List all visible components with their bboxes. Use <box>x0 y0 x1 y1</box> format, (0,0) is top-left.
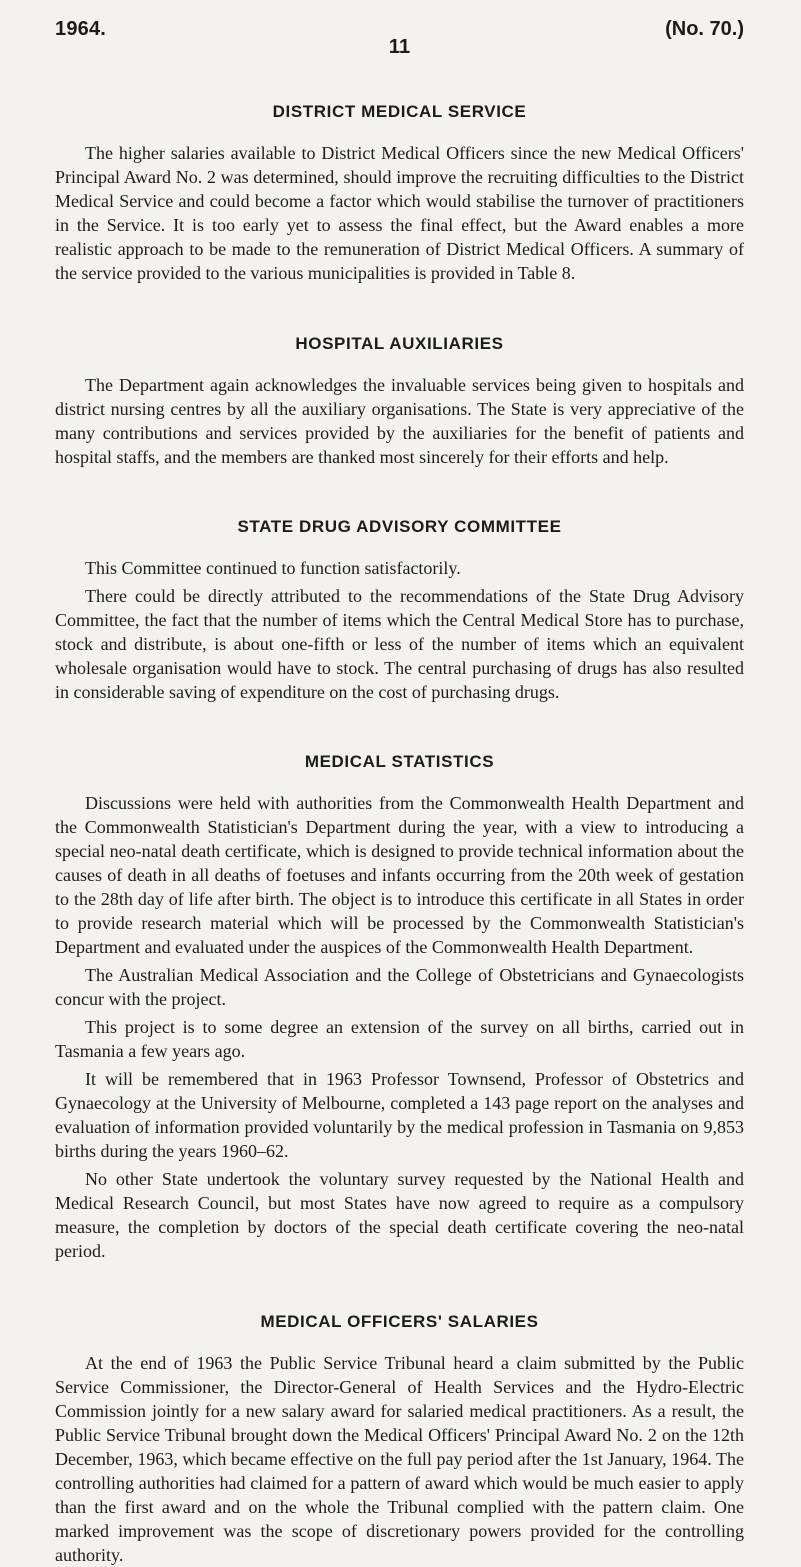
section-title-hospital-auxiliaries: HOSPITAL AUXILIARIES <box>295 334 504 353</box>
header-year: 1964. <box>55 18 107 40</box>
section-body-state-drug-advisory-committee <box>55 556 744 704</box>
header-number: (No. 70.) <box>665 18 744 40</box>
paragraph: This Committee continued to function satisfactorily. <box>85 558 461 578</box>
section-title-medical-officers-salaries: MEDICAL OFFICERS' SALARIES <box>260 1312 539 1331</box>
section-title-district-medical-service: DISTRICT MEDICAL SERVICE <box>272 102 527 121</box>
paragraph: There could be directly attributed to the recommendations of the State Drug Advisory Committee, the fact that the number of items which the Central Medical Store has to purchase, stock and distribute, is about one-fifth or less of the number of items which an equivalent wholesale organisation would have to stock. The central purchasing of drugs has also resulted in considerable saving of expenditure on the cost of purchasing drugs. <box>55 586 744 702</box>
paragraph: The Department again acknowledges the invaluable services being given to hospitals and district nursing centres by all the auxiliary organisations. The State is very appreciative of the many contributions and services provided by the auxiliaries for the benefit of patients and hospital staffs, and the members are thanked most sincerely for their efforts and help. <box>55 375 744 467</box>
paragraph: Discussions were held with authorities from the Commonwealth Health Department and the Commonwealth Statistician's Department during the year, with a view to introducing a special neo-natal death certificate, which is designed to provide technical information about the causes of death in all deaths of foetuses and infants occurring from the 20th week of gestation to the 28th day of life after birth. The object is to introduce this certificate in all States in order to provide research material which will be processed by the Commonwealth Statistician's Department and evaluated under the auspices of the Commonwealth Health Department. <box>55 793 744 957</box>
paragraph: The Australian Medical Association and the College of Obstetricians and Gynaecologists concur with the project. <box>55 965 744 1009</box>
page-header <box>55 0 744 56</box>
page-number: 11 <box>388 36 411 58</box>
section-body-medical-officers-salaries <box>55 1351 744 1567</box>
paragraph: At the end of 1963 the Public Service Tribunal heard a claim submitted by the Public Service Commissioner, the Director-General of Health Services and the Hydro-Electric Commission jointly for a new salary award for salaried medical practitioners. As a result, the Public Service Tribunal brought down the Medical Officers' Principal Award No. 2 on the 12th December, 1963, which became effective on the full pay period after the 1st January, 1964. The controlling authorities had claimed for a pattern of award which would be much easier to apply than the first award and on the whole the Tribunal complied with the pattern claim. One marked improvement was the scope of discretionary powers provided for the controlling authority. <box>55 1353 744 1565</box>
paragraph: No other State undertook the voluntary survey requested by the National Health and Medical Research Council, but most States have now agreed to require as a compulsory measure, the completion by doctors of the special death certificate covering the neo-natal period. <box>55 1169 744 1261</box>
paragraph: This project is to some degree an extension of the survey on all births, carried out in Tasmania a few years ago. <box>55 1017 744 1061</box>
paragraph: It will be remembered that in 1963 Professor Townsend, Professor of Obstetrics and Gynaecology at the University of Melbourne, completed a 143 page report on the analyses and evaluation of information provided voluntarily by the medical profession in Tasmania on 9,853 births during the years 1960–62. <box>55 1069 744 1161</box>
paragraph: The higher salaries available to District Medical Officers since the new Medical Officers' Principal Award No. 2 was determined, should improve the recruiting difficulties to the District Medical Service and could become a factor which would stabilise the turnover of practitioners in the Service. It is too early yet to assess the final effect, but the Award enables a more realistic approach to be made to the remuneration of District Medical Officers. A summary of the service provided to the various municipalities is provided in Table 8. <box>55 143 744 283</box>
section-title-medical-statistics: MEDICAL STATISTICS <box>304 752 495 771</box>
section-title-state-drug-advisory-committee: STATE DRUG ADVISORY COMMITTEE <box>237 517 562 536</box>
section-body-district-medical-service <box>55 141 744 285</box>
section-body-hospital-auxiliaries <box>55 373 744 469</box>
section-body-medical-statistics <box>55 791 744 1263</box>
